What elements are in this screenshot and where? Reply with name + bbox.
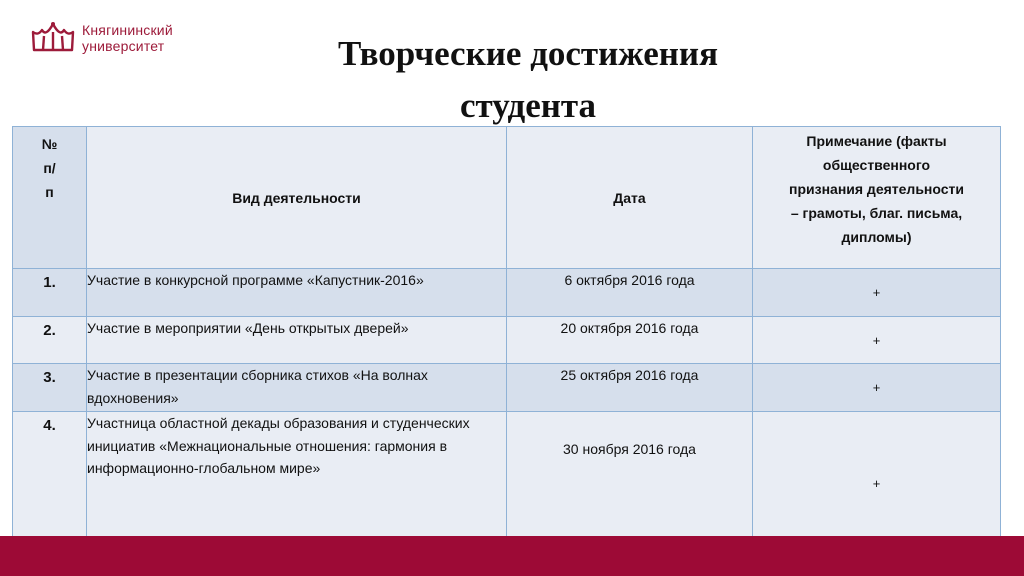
row-activity: Участие в мероприятии «День открытых дверей»: [87, 317, 507, 364]
logo-text: [82, 22, 173, 54]
table-row: [13, 364, 1001, 412]
achievements-table: [12, 126, 1001, 556]
row-note: +: [753, 269, 1001, 317]
table-header-row: [13, 127, 1001, 269]
header-note-line-4: – грамоты, благ. письма,: [790, 205, 963, 221]
table-row: [13, 269, 1001, 317]
row-note: +: [753, 317, 1001, 364]
row-date: 20 октября 2016 года: [507, 317, 753, 364]
header-date: Дата: [507, 127, 753, 269]
row-note: +: [753, 412, 1001, 556]
header-note-line-5: дипломы): [841, 229, 912, 245]
title-line-1: Творческие достижения: [337, 34, 719, 73]
title-line-2: студента: [459, 86, 597, 125]
table-row: [13, 412, 1001, 556]
header-number-line-1: №: [41, 136, 58, 152]
row-date: 25 октября 2016 года: [507, 364, 753, 412]
logo-line-1: Княгининский: [82, 22, 173, 38]
row-activity: Участие в презентации сборника стихов «На волнах вдохновения»: [87, 364, 507, 412]
header-note-line-2: общественного: [822, 157, 931, 173]
row-note: +: [753, 364, 1001, 412]
university-logo: [30, 20, 200, 60]
crown-icon: [30, 20, 76, 54]
row-date: 30 ноября 2016 года: [507, 412, 753, 556]
logo-line-2: университет: [82, 38, 165, 54]
footer-bar: [0, 536, 1024, 576]
header-number-line-2: п/: [43, 160, 56, 176]
page-title: [230, 28, 826, 132]
header-note-line-3: признания деятельности: [789, 181, 964, 197]
row-number: 2.: [13, 317, 87, 364]
row-number: 1.: [13, 269, 87, 317]
table-row: [13, 317, 1001, 364]
row-date: 6 октября 2016 года: [507, 269, 753, 317]
header-number: [13, 127, 87, 269]
header-note: [753, 127, 1001, 269]
row-number: 4.: [13, 412, 87, 556]
header-note-line-1: Примечание (факты: [806, 133, 947, 149]
row-number: 3.: [13, 364, 87, 412]
header-activity: Вид деятельности: [87, 127, 507, 269]
row-activity: Участие в конкурсной программе «Капустник-2016»: [87, 269, 507, 317]
row-activity: Участница областной декады образования и студенческих инициатив «Межнациональные отношения: гармония в информационно-глобальном мире»: [87, 412, 507, 556]
header-number-line-3: п: [45, 184, 54, 200]
